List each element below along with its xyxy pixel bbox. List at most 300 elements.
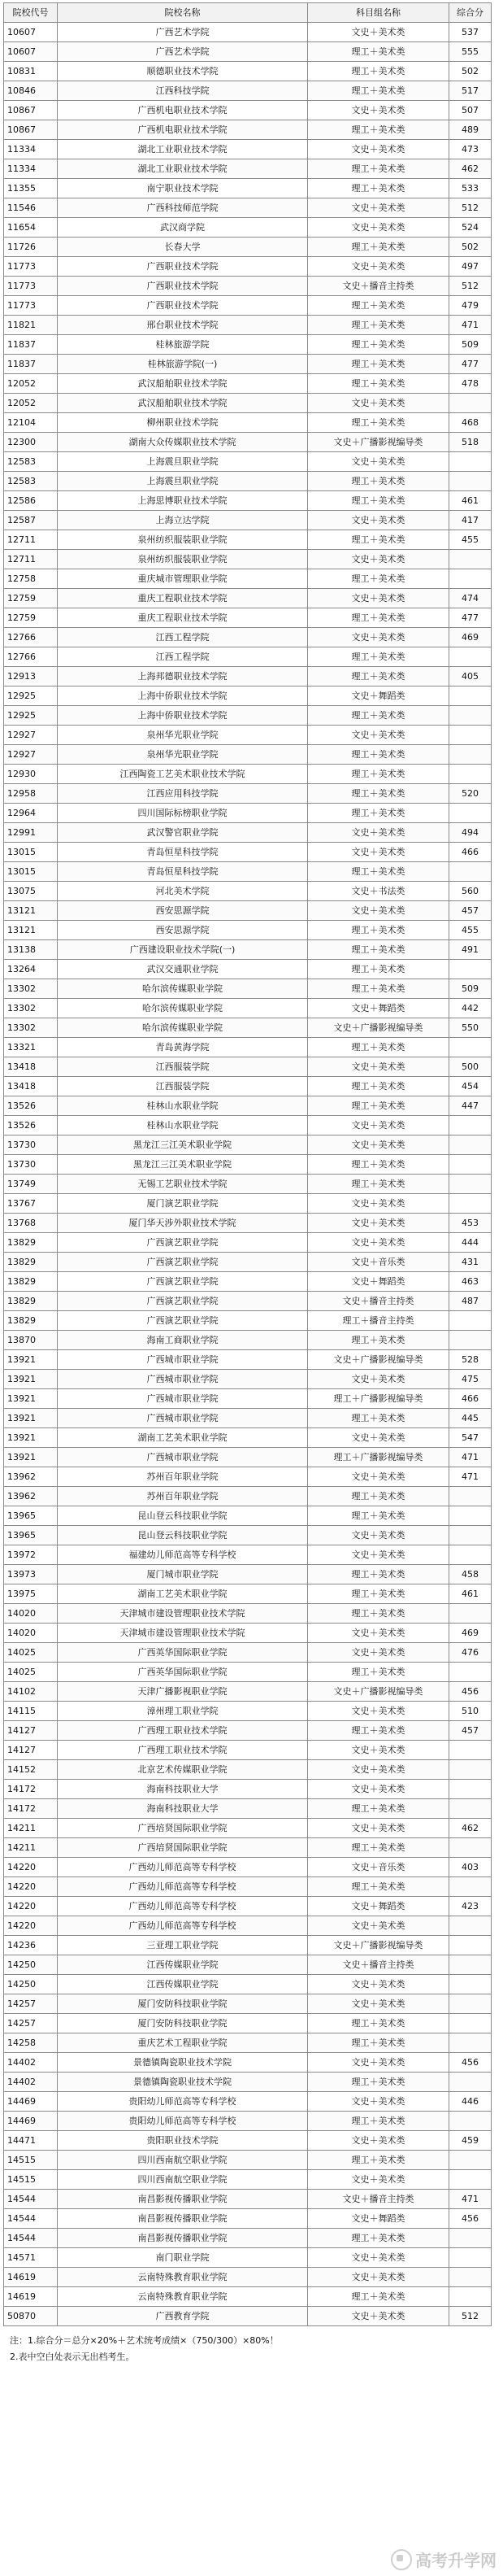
cell-school-code: 12300 — [4, 433, 58, 452]
cell-composite-score: 494 — [449, 823, 492, 843]
cell-school-code: 12964 — [4, 804, 58, 823]
cell-school-name: 泉州华光职业学院 — [58, 726, 308, 745]
cell-composite-score: 456 — [449, 2053, 492, 2073]
cell-school-name: 哈尔滨传媒职业学院 — [58, 999, 308, 1018]
cell-composite-score: 445 — [449, 1409, 492, 1428]
cell-subject-group: 理工＋美术类 — [308, 647, 449, 667]
cell-subject-group: 文史＋美术类 — [308, 1975, 449, 1994]
cell-composite-score — [449, 394, 492, 413]
table-row — [4, 1682, 492, 1702]
cell-subject-group: 文史＋美术类 — [308, 1643, 449, 1663]
cell-school-code: 14172 — [4, 1799, 58, 1819]
cell-composite-score — [449, 2170, 492, 2190]
cell-composite-score: 453 — [449, 1214, 492, 1233]
cell-school-name: 重庆工程职业技术学院 — [58, 608, 308, 628]
cell-composite-score — [449, 1741, 492, 1760]
cell-subject-group: 文史＋播音主持类 — [308, 1292, 449, 1311]
table-row — [4, 686, 492, 706]
cell-school-name: 广西城市职业学院 — [58, 1409, 308, 1428]
table-row — [4, 120, 492, 140]
cell-composite-score — [449, 1155, 492, 1175]
cell-school-code: 12104 — [4, 413, 58, 433]
cell-subject-group: 文史＋美术类 — [308, 1780, 449, 1799]
cell-subject-group: 理工＋美术类 — [308, 1409, 449, 1428]
table-row — [4, 413, 492, 433]
table-row — [4, 1741, 492, 1760]
cell-school-name: 贵阳幼儿师范高等专科学校 — [58, 2112, 308, 2131]
cell-subject-group: 理工＋美术类 — [308, 296, 449, 316]
table-row — [4, 784, 492, 804]
cell-composite-score: 555 — [449, 42, 492, 62]
cell-composite-score: 454 — [449, 1077, 492, 1096]
table-row — [4, 2229, 492, 2248]
table-row — [4, 647, 492, 667]
table-row — [4, 569, 492, 589]
cell-school-name: 顺德职业技术学院 — [58, 62, 308, 81]
cell-subject-group: 文史＋舞蹈类 — [308, 999, 449, 1018]
cell-school-name: 湖南工艺美术职业学院 — [58, 1428, 308, 1448]
cell-school-code: 13975 — [4, 1584, 58, 1604]
cell-composite-score: 457 — [449, 1721, 492, 1741]
cell-school-name: 广西职业技术学院 — [58, 296, 308, 316]
footnote-blank-meaning: 2.表中空白处表示无出档考生。 — [10, 2352, 135, 2362]
cell-school-code: 14220 — [4, 1916, 58, 1936]
table-row — [4, 1389, 492, 1409]
cell-school-code: 13829 — [4, 1272, 58, 1292]
cell-school-name: 昆山登云科技职业学院 — [58, 1526, 308, 1545]
cell-school-code: 14469 — [4, 2112, 58, 2131]
cell-school-name: 福建幼儿师范高等专科学校 — [58, 1545, 308, 1565]
cell-school-name: 广西培贤国际职业学院 — [58, 1838, 308, 1858]
cell-subject-group: 理工＋美术类 — [308, 569, 449, 589]
cell-school-code: 13829 — [4, 1292, 58, 1311]
cell-subject-group: 理工＋美术类 — [308, 238, 449, 257]
cell-school-name: 广西城市职业学院 — [58, 1389, 308, 1409]
table-row — [4, 2151, 492, 2170]
cell-school-name: 广西演艺职业学院 — [58, 1253, 308, 1272]
cell-composite-score — [449, 1994, 492, 2014]
cell-composite-score: 474 — [449, 589, 492, 608]
cell-composite-score: 476 — [449, 1643, 492, 1663]
cell-subject-group: 文史＋美术类 — [308, 2248, 449, 2268]
cell-composite-score: 469 — [449, 1624, 492, 1643]
cell-school-code: 14102 — [4, 1682, 58, 1702]
cell-subject-group: 文史＋美术类 — [308, 1741, 449, 1760]
cell-school-code: 12583 — [4, 472, 58, 491]
table-row — [4, 2268, 492, 2287]
cell-subject-group: 文史＋美术类 — [308, 2268, 449, 2287]
cell-school-name: 南门职业学院 — [58, 2248, 308, 2268]
table-row — [4, 901, 492, 921]
cell-subject-group: 文史＋美术类 — [308, 1194, 449, 1214]
table-row — [4, 667, 492, 686]
table-row — [4, 42, 492, 62]
cell-school-code: 14172 — [4, 1780, 58, 1799]
cell-composite-score: 478 — [449, 374, 492, 394]
cell-composite-score — [449, 569, 492, 589]
cell-composite-score — [449, 452, 492, 472]
cell-school-name: 三亚理工职业学院 — [58, 1936, 308, 1955]
cell-subject-group: 文史＋播音主持类 — [308, 1955, 449, 1975]
cell-subject-group: 文史＋美术类 — [308, 257, 449, 277]
cell-subject-group: 理工＋美术类 — [308, 1584, 449, 1604]
header-subject-group: 科目组名称 — [308, 3, 449, 23]
cell-school-code: 11837 — [4, 335, 58, 355]
cell-school-code: 13921 — [4, 1409, 58, 1428]
cell-subject-group: 理工＋美术类 — [308, 667, 449, 686]
cell-subject-group: 理工＋美术类 — [308, 1799, 449, 1819]
table-row — [4, 823, 492, 843]
cell-school-name: 广西演艺职业学院 — [58, 1311, 308, 1331]
cell-composite-score: 471 — [449, 2190, 492, 2209]
cell-composite-score — [449, 765, 492, 784]
watermark-logo-icon — [391, 2549, 412, 2570]
cell-school-code: 12991 — [4, 823, 58, 843]
cell-subject-group: 文史＋美术类 — [308, 550, 449, 569]
cell-school-name: 天津广播影视职业学院 — [58, 1682, 308, 1702]
table-row — [4, 530, 492, 550]
cell-school-code: 13321 — [4, 1038, 58, 1057]
cell-school-code: 13962 — [4, 1467, 58, 1487]
cell-subject-group: 理工＋美术类 — [308, 960, 449, 979]
cell-subject-group: 理工＋美术类 — [308, 1663, 449, 1682]
cell-composite-score: 471 — [449, 1467, 492, 1487]
cell-school-name: 泉州纺织服装职业学院 — [58, 530, 308, 550]
cell-school-name: 天津城市建设管理职业技术学院 — [58, 1624, 308, 1643]
cell-school-code: 12052 — [4, 394, 58, 413]
cell-school-code: 11654 — [4, 218, 58, 238]
cell-subject-group: 理工＋美术类 — [308, 2033, 449, 2053]
cell-composite-score — [449, 1838, 492, 1858]
cell-subject-group: 文史＋书法类 — [308, 882, 449, 901]
admission-score-sheet — [3, 2, 499, 2365]
cell-school-name: 广西演艺职业学院 — [58, 1233, 308, 1253]
cell-school-code: 13302 — [4, 1018, 58, 1038]
cell-school-code: 13302 — [4, 999, 58, 1018]
table-row — [4, 355, 492, 374]
cell-subject-group: 理工＋美术类 — [308, 1877, 449, 1897]
cell-composite-score — [449, 2229, 492, 2248]
cell-composite-score — [449, 2151, 492, 2170]
cell-composite-score — [449, 1975, 492, 1994]
cell-subject-group: 理工＋美术类 — [308, 374, 449, 394]
cell-school-name: 武汉商学院 — [58, 218, 308, 238]
cell-school-name: 广西建设职业技术学院(一) — [58, 940, 308, 960]
cell-subject-group: 文史＋美术类 — [308, 2092, 449, 2112]
cell-composite-score: 456 — [449, 2209, 492, 2229]
cell-school-code: 11821 — [4, 316, 58, 335]
cell-subject-group: 理工＋美术类 — [308, 1155, 449, 1175]
table-row — [4, 1643, 492, 1663]
table-row — [4, 1838, 492, 1858]
cell-school-code: 11773 — [4, 257, 58, 277]
cell-school-code: 13973 — [4, 1565, 58, 1584]
cell-school-name: 上海立达学院 — [58, 511, 308, 530]
cell-school-code: 13829 — [4, 1311, 58, 1331]
cell-composite-score: 550 — [449, 1018, 492, 1038]
table-row — [4, 1526, 492, 1545]
cell-subject-group: 理工＋美术类 — [308, 1506, 449, 1526]
cell-school-code: 13749 — [4, 1175, 58, 1194]
cell-subject-group: 文史＋播音主持类 — [308, 277, 449, 296]
cell-school-code: 12927 — [4, 726, 58, 745]
table-row — [4, 2053, 492, 2073]
table-row — [4, 62, 492, 81]
cell-school-name: 云南特殊教育职业学院 — [58, 2287, 308, 2307]
cell-subject-group: 文史＋美术类 — [308, 101, 449, 120]
cell-school-code: 11726 — [4, 238, 58, 257]
cell-subject-group: 文史＋美术类 — [308, 2131, 449, 2151]
cell-school-name: 江西服装学院 — [58, 1077, 308, 1096]
table-row — [4, 1292, 492, 1311]
cell-composite-score: 466 — [449, 843, 492, 862]
table-row — [4, 1916, 492, 1936]
cell-subject-group: 文史＋美术类 — [308, 2307, 449, 2326]
table-row — [4, 1135, 492, 1155]
cell-subject-group: 理工＋美术类 — [308, 1175, 449, 1194]
cell-composite-score: 489 — [449, 120, 492, 140]
cell-composite-score — [449, 1175, 492, 1194]
table-row — [4, 374, 492, 394]
cell-school-code: 14571 — [4, 2248, 58, 2268]
cell-subject-group: 文史＋美术类 — [308, 1214, 449, 1233]
cell-composite-score — [449, 960, 492, 979]
cell-school-code: 14115 — [4, 1702, 58, 1721]
cell-school-code: 14236 — [4, 1936, 58, 1955]
table-row — [4, 1584, 492, 1604]
table-row — [4, 2287, 492, 2307]
cell-subject-group: 文史＋音乐类 — [308, 1858, 449, 1877]
cell-school-name: 北京艺术传媒职业学院 — [58, 1760, 308, 1780]
cell-school-name: 湖北工业职业技术学院 — [58, 159, 308, 179]
cell-composite-score — [449, 647, 492, 667]
cell-composite-score — [449, 1760, 492, 1780]
cell-subject-group: 理工＋美术类 — [308, 472, 449, 491]
cell-school-code: 14211 — [4, 1838, 58, 1858]
cell-composite-score: 417 — [449, 511, 492, 530]
header-composite-score: 综合分 — [449, 3, 492, 23]
cell-school-name: 武汉警官职业学院 — [58, 823, 308, 843]
cell-school-name: 上海中侨职业技术学院 — [58, 706, 308, 726]
cell-composite-score — [449, 1604, 492, 1624]
cell-subject-group: 文史＋美术类 — [308, 1428, 449, 1448]
cell-school-name: 江西工程学院 — [58, 628, 308, 647]
table-row — [4, 628, 492, 647]
cell-school-code: 13264 — [4, 960, 58, 979]
cell-composite-score — [449, 1780, 492, 1799]
cell-school-name: 广西机电职业技术学院 — [58, 101, 308, 120]
cell-composite-score: 447 — [449, 1096, 492, 1116]
header-school-name: 院校名称 — [58, 3, 308, 23]
cell-school-name: 海南工商职业学院 — [58, 1331, 308, 1350]
table-row — [4, 1780, 492, 1799]
cell-composite-score: 500 — [449, 1057, 492, 1077]
cell-school-code: 12766 — [4, 647, 58, 667]
cell-subject-group: 文史＋音乐类 — [308, 1253, 449, 1272]
cell-composite-score: 509 — [449, 335, 492, 355]
cell-school-name: 江西传媒职业学院 — [58, 1955, 308, 1975]
table-row — [4, 1350, 492, 1370]
cell-subject-group: 理工＋美术类 — [308, 1838, 449, 1858]
cell-school-code: 10831 — [4, 62, 58, 81]
cell-composite-score — [449, 706, 492, 726]
cell-composite-score: 512 — [449, 277, 492, 296]
table-row — [4, 238, 492, 257]
cell-composite-score — [449, 1194, 492, 1214]
cell-composite-score: 463 — [449, 1272, 492, 1292]
cell-school-name: 景德镇陶瓷职业技术学院 — [58, 2053, 308, 2073]
cell-school-code: 13870 — [4, 1331, 58, 1350]
cell-school-name: 长春大学 — [58, 238, 308, 257]
cell-composite-score: 461 — [449, 491, 492, 511]
table-row — [4, 1116, 492, 1135]
cell-composite-score: 446 — [449, 2092, 492, 2112]
footnotes — [3, 2333, 499, 2365]
cell-school-name: 苏州百年职业学院 — [58, 1487, 308, 1506]
cell-school-code: 12052 — [4, 374, 58, 394]
cell-school-name: 江西应用科技学院 — [58, 784, 308, 804]
cell-subject-group: 文史＋广播影视编导类 — [308, 1018, 449, 1038]
cell-composite-score — [449, 726, 492, 745]
table-row — [4, 394, 492, 413]
table-row — [4, 1038, 492, 1057]
table-row — [4, 1604, 492, 1624]
cell-school-code: 13730 — [4, 1155, 58, 1175]
cell-school-name: 上海震旦职业学院 — [58, 472, 308, 491]
cell-school-code: 13921 — [4, 1389, 58, 1409]
cell-composite-score: 403 — [449, 1858, 492, 1877]
cell-school-name: 邢台职业技术学院 — [58, 316, 308, 335]
cell-school-name: 武汉交通职业学院 — [58, 960, 308, 979]
cell-subject-group: 文史＋广播影视编导类 — [308, 1350, 449, 1370]
cell-school-name: 重庆艺术工程职业学院 — [58, 2033, 308, 2053]
cell-school-name: 江西陶瓷工艺美术职业技术学院 — [58, 765, 308, 784]
cell-school-name: 无锡工艺职业技术学院 — [58, 1175, 308, 1194]
cell-school-code: 14619 — [4, 2268, 58, 2287]
cell-subject-group: 理工＋美术类 — [308, 2014, 449, 2033]
table-row — [4, 296, 492, 316]
cell-school-name: 柳州职业技术学院 — [58, 413, 308, 433]
cell-composite-score — [449, 1116, 492, 1135]
cell-subject-group: 理工＋美术类 — [308, 765, 449, 784]
cell-composite-score: 524 — [449, 218, 492, 238]
cell-composite-score: 423 — [449, 1897, 492, 1916]
cell-school-name: 四川西南航空职业学院 — [58, 2151, 308, 2170]
cell-school-name: 黑龙江三江美术职业学院 — [58, 1135, 308, 1155]
cell-subject-group: 文史＋美术类 — [308, 823, 449, 843]
table-row — [4, 1370, 492, 1389]
cell-school-code: 13121 — [4, 921, 58, 940]
table-row — [4, 218, 492, 238]
cell-subject-group: 理工＋美术类 — [308, 120, 449, 140]
cell-school-code: 13921 — [4, 1350, 58, 1370]
cell-subject-group: 理工＋美术类 — [308, 921, 449, 940]
cell-subject-group: 文史＋美术类 — [308, 1233, 449, 1253]
cell-school-code: 13075 — [4, 882, 58, 901]
table-row — [4, 1194, 492, 1214]
cell-school-code: 11773 — [4, 277, 58, 296]
site-watermark — [391, 2548, 496, 2571]
cell-school-name: 广西教育学院 — [58, 2307, 308, 2326]
cell-school-name: 广西英华国际职业学院 — [58, 1663, 308, 1682]
cell-subject-group: 理工＋美术类 — [308, 491, 449, 511]
cell-subject-group: 理工＋美术类 — [308, 608, 449, 628]
cell-school-name: 青岛恒星科技学院 — [58, 862, 308, 882]
cell-school-code: 12711 — [4, 530, 58, 550]
cell-school-code: 12711 — [4, 550, 58, 569]
cell-composite-score: 471 — [449, 316, 492, 335]
table-row — [4, 2092, 492, 2112]
footnote-formula: 注：1.综合分＝总分×20%＋艺术统考成绩×（750/300）×80%！ — [10, 2335, 279, 2346]
cell-school-name: 南宁职业技术学院 — [58, 179, 308, 198]
cell-school-code: 14257 — [4, 2014, 58, 2033]
cell-school-code: 14025 — [4, 1663, 58, 1682]
table-row — [4, 1897, 492, 1916]
cell-composite-score: 461 — [449, 1584, 492, 1604]
cell-subject-group: 文史＋美术类 — [308, 589, 449, 608]
cell-subject-group: 理工＋美术类 — [308, 745, 449, 765]
cell-subject-group: 理工＋美术类 — [308, 1565, 449, 1584]
table-row — [4, 2170, 492, 2190]
cell-subject-group: 理工＋美术类 — [308, 335, 449, 355]
table-row — [4, 2131, 492, 2151]
cell-school-code: 12766 — [4, 628, 58, 647]
table-row — [4, 1214, 492, 1233]
cell-school-name: 广西机电职业技术学院 — [58, 120, 308, 140]
cell-subject-group: 理工＋美术类 — [308, 706, 449, 726]
table-row — [4, 491, 492, 511]
table-row — [4, 2190, 492, 2209]
cell-composite-score — [449, 1916, 492, 1936]
cell-composite-score — [449, 1936, 492, 1955]
table-row — [4, 1545, 492, 1565]
cell-school-code: 13015 — [4, 843, 58, 862]
cell-school-code: 12586 — [4, 491, 58, 511]
cell-school-name: 广西科技师范学院 — [58, 198, 308, 218]
cell-composite-score — [449, 1526, 492, 1545]
cell-subject-group: 理工＋美术类 — [308, 804, 449, 823]
cell-composite-score: 520 — [449, 784, 492, 804]
cell-school-name: 哈尔滨传媒职业学院 — [58, 1018, 308, 1038]
cell-school-name: 云南特殊教育职业学院 — [58, 2268, 308, 2287]
table-row — [4, 1331, 492, 1350]
cell-composite-score — [449, 1545, 492, 1565]
cell-subject-group: 文史＋美术类 — [308, 628, 449, 647]
cell-subject-group: 文史＋美术类 — [308, 1545, 449, 1565]
cell-school-name: 厦门华天涉外职业技术学院 — [58, 1214, 308, 1233]
cell-school-name: 苏州百年职业学院 — [58, 1467, 308, 1487]
cell-school-code: 11773 — [4, 296, 58, 316]
cell-school-name: 桂林旅游学院 — [58, 335, 308, 355]
cell-composite-score: 471 — [449, 1448, 492, 1467]
cell-school-code: 11334 — [4, 140, 58, 159]
cell-composite-score: 487 — [449, 1292, 492, 1311]
cell-subject-group: 文史＋美术类 — [308, 394, 449, 413]
cell-school-name: 泉州华光职业学院 — [58, 745, 308, 765]
table-row — [4, 960, 492, 979]
cell-composite-score: 468 — [449, 413, 492, 433]
table-row — [4, 1663, 492, 1682]
cell-composite-score: 458 — [449, 1565, 492, 1584]
cell-school-code: 13767 — [4, 1194, 58, 1214]
cell-school-code: 13730 — [4, 1135, 58, 1155]
cell-school-name: 武汉船舶职业技术学院 — [58, 374, 308, 394]
table-row — [4, 589, 492, 608]
table-row — [4, 1428, 492, 1448]
cell-composite-score: 475 — [449, 1370, 492, 1389]
table-row — [4, 1858, 492, 1877]
cell-composite-score — [449, 472, 492, 491]
